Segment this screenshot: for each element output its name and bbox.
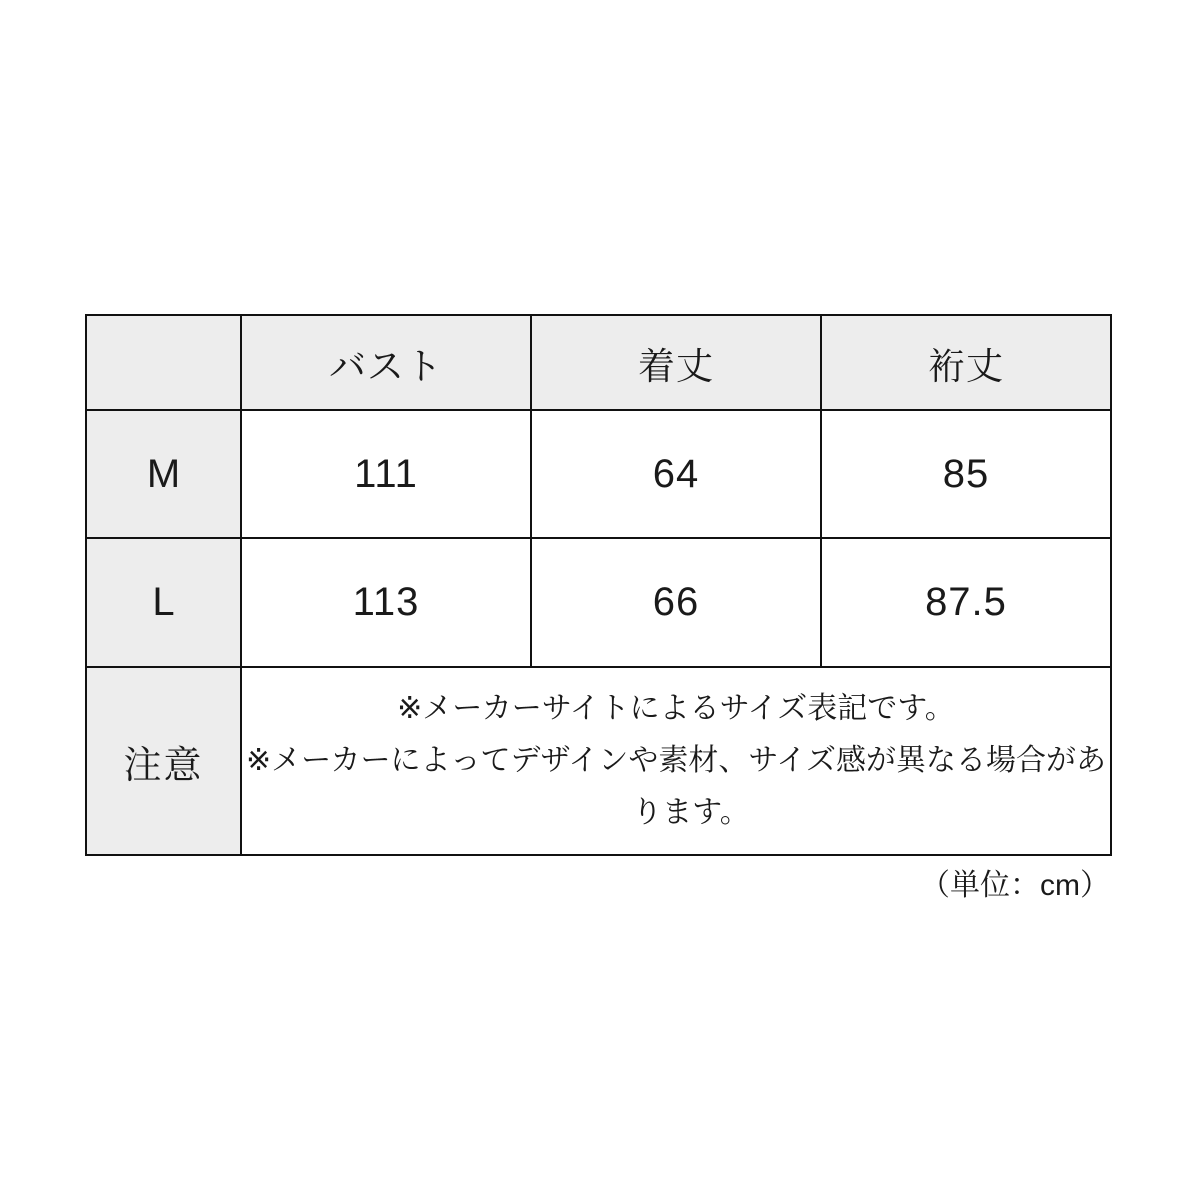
col-header-sleeve-length: 裄丈 [821,315,1111,410]
note-size-source: ※メーカーサイトによるサイズ表記です。 [397,692,955,725]
value-m-bust: 111 [241,410,531,538]
value-l-bust: 113 [241,538,531,667]
row-label-m: M [86,410,241,538]
size-table [85,314,1112,856]
value-m-sleeve-length: 85 [821,410,1111,538]
value-l-sleeve-length: 87.5 [821,538,1111,667]
table-row-size-m [86,410,1111,538]
notes-cell [241,667,1111,855]
table-row-size-l [86,538,1111,667]
table-row-notes [86,667,1111,855]
note-size-variation: ※メーカーによってデザインや素材、サイズ感が異なる場合があります。 [245,744,1107,829]
col-header-bust: バスト [241,315,531,410]
value-m-body-length: 64 [531,410,821,538]
header-row [86,315,1111,410]
col-header-body-length: 着丈 [531,315,821,410]
row-label-l: L [86,538,241,667]
corner-cell [86,315,241,410]
value-l-body-length: 66 [531,538,821,667]
unit-note: （単位：cm） [920,869,1110,902]
row-label-caution: 注意 [86,667,241,855]
